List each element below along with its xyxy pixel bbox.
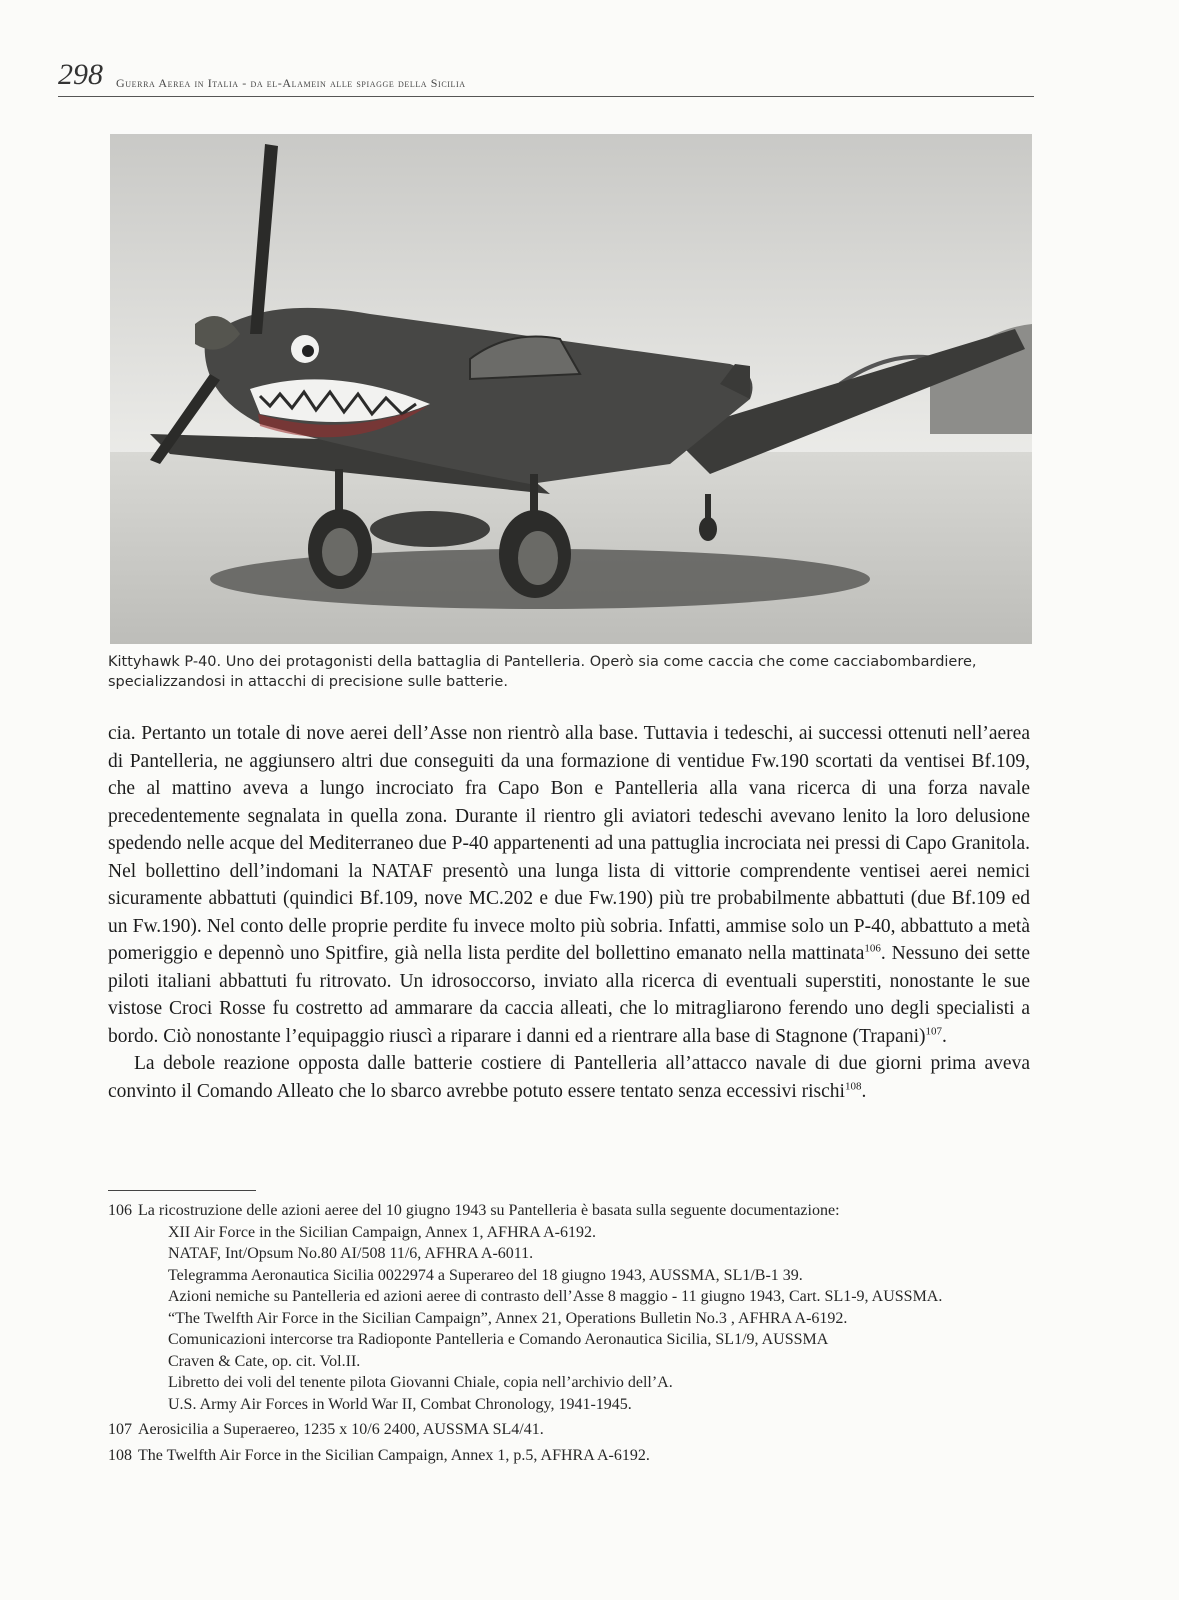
footnote-108	[108, 1445, 1030, 1467]
footnote-ref-108[interactable]: 108	[844, 1080, 862, 1092]
footnote-source: Comunicazioni intercorse tra Radioponte Pantelleria e Comando Aeronautica Sicilia, SL1/9, AUSSMA	[168, 1331, 829, 1348]
footnote-ref-107[interactable]: 107	[925, 1025, 942, 1037]
footnote-source: U.S. Army Air Forces in World War II, Combat Chronology, 1941-1945.	[168, 1395, 632, 1413]
footnote-106	[108, 1200, 1030, 1415]
paragraph-2-text: La debole reazione opposta dalle batterie costiere di Pantelleria all’attacco navale di due giorni prima aveva convinto il Comando Alleato che lo sbarco avrebbe potuto essere tentato senza eccessivi rischi	[108, 1053, 1030, 1102]
footnote-source: XII Air Force in the Sicilian Campaign, Annex 1, AFHRA A-6192.	[168, 1223, 596, 1241]
footnote-intro: La ricostruzione delle azioni aeree del 10 giugno 1943 su Pantelleria è basata sulla seguente documentazione:	[138, 1202, 840, 1219]
figure-caption: Kittyhawk P-40. Uno dei protagonisti della battaglia di Pantelleria. Operò sia come caccia che come cacciabombardiere, specializzandosi in attacchi di precisione sulle batterie.	[108, 654, 977, 690]
footnote-separator	[108, 1190, 256, 1191]
main-text	[108, 720, 1030, 1105]
p40-illustration	[110, 134, 1032, 644]
paragraph-2-end: .	[861, 1080, 867, 1102]
paragraph-1-part-b: . Nessuno dei sette piloti italiani abbattuti fu ritrovato. Un idrosoccorso, inviato alla ricerca di eventuali superstiti, nonostante le sue vistose Croci Rosse fu costretto ad ammarare da caccia alleati, che lo mitragliarono ferendo uno degli specialisti a bordo. Ciò nonostante l’equipaggio riuscì a riparare i danni ed a rientrare alla base di Stagnone (Trapani)	[108, 943, 1030, 1047]
paragraph-1-end: .	[941, 1025, 947, 1047]
footnote-source: Telegramma Aeronautica Sicilia 0022974 a Superareo del 18 giugno 1943, AUSSMA, SL1/B-1 39.	[168, 1266, 803, 1284]
paragraph-2	[108, 1050, 1030, 1105]
footnote-ref-106[interactable]: 106	[864, 942, 881, 955]
page-number: 298	[58, 58, 103, 91]
footnote-number: 106	[108, 1202, 132, 1219]
running-title: Guerra Aerea in Italia - da el-Alamein alle spiagge della Sicilia	[116, 76, 466, 90]
footnote-text: Aerosicilia a Superaereo, 1235 x 10/6 2400, AUSSMA SL4/41.	[138, 1421, 544, 1438]
footnote-source: Libretto dei voli del tenente pilota Giovanni Chiale, copia nell’archivio dell’A.	[168, 1374, 673, 1391]
footnote-107	[108, 1419, 1030, 1441]
footnotes	[108, 1200, 1030, 1466]
paragraph-1	[108, 720, 1030, 1050]
footnote-source: Azioni nemiche su Pantelleria ed azioni aeree di contrasto dell’Asse 8 maggio - 11 giugno 1943, Cart. SL1-9, AUSSMA.	[168, 1288, 943, 1305]
footnote-source: “The Twelfth Air Force in the Sicilian Campaign”, Annex 21, Operations Bulletin No.3 , AFHRA A-6192.	[168, 1309, 848, 1327]
footnote-source: NATAF, Int/Opsum No.80 AI/508 11/6, AFHRA A-6011.	[168, 1245, 534, 1262]
footnote-number: 107	[108, 1421, 132, 1438]
footnote-number: 108	[108, 1446, 132, 1464]
page-header	[58, 58, 1034, 97]
paragraph-1-part-a: cia. Pertanto un totale di nove aerei dell’Asse non rientrò alla base. Tuttavia i tedeschi, ai successi ottenuti nell’aerea di Pantelleria, ne aggiunsero altri due conseguiti da una formazione di ventidue Fw.190 scortati da ventisei Bf.109, che al mattino aveva a lungo incrociato fra Capo Bon e Pantelleria alla vana ricerca di una forza navale precedentemente segnalata in quella zona. Durante il rientro gli aviatori tedeschi avevano lenito la loro delusione spedendo nelle acque del Mediterraneo due P-40 appartenenti ad una pattuglia incrociata nei pressi di Capo Granitola. Nel bollettino dell’indomani la NATAF presentò una lunga lista di vittorie comprendente ventisei aerei nemici sicuramente abbattuti (quindici Bf.109, nove MC.202 e due Fw.190) più tre probabilmente abbattuti (due Bf.109 ed un Fw.190). Nel conto delle proprie perdite fu invece molto più sobria. Infatti, ammise solo un P-40, abbattuto a metà pomeriggio e depennò uno Spitfire, già nella lista perdite del bollettino emanato nella mattinata	[108, 723, 1030, 964]
aircraft-photo	[110, 134, 1032, 644]
footnote-source: Craven & Cate, op. cit. Vol.II.	[168, 1352, 361, 1370]
footnote-text: The Twelfth Air Force in the Sicilian Campaign, Annex 1, p.5, AFHRA A-6192.	[138, 1446, 650, 1464]
